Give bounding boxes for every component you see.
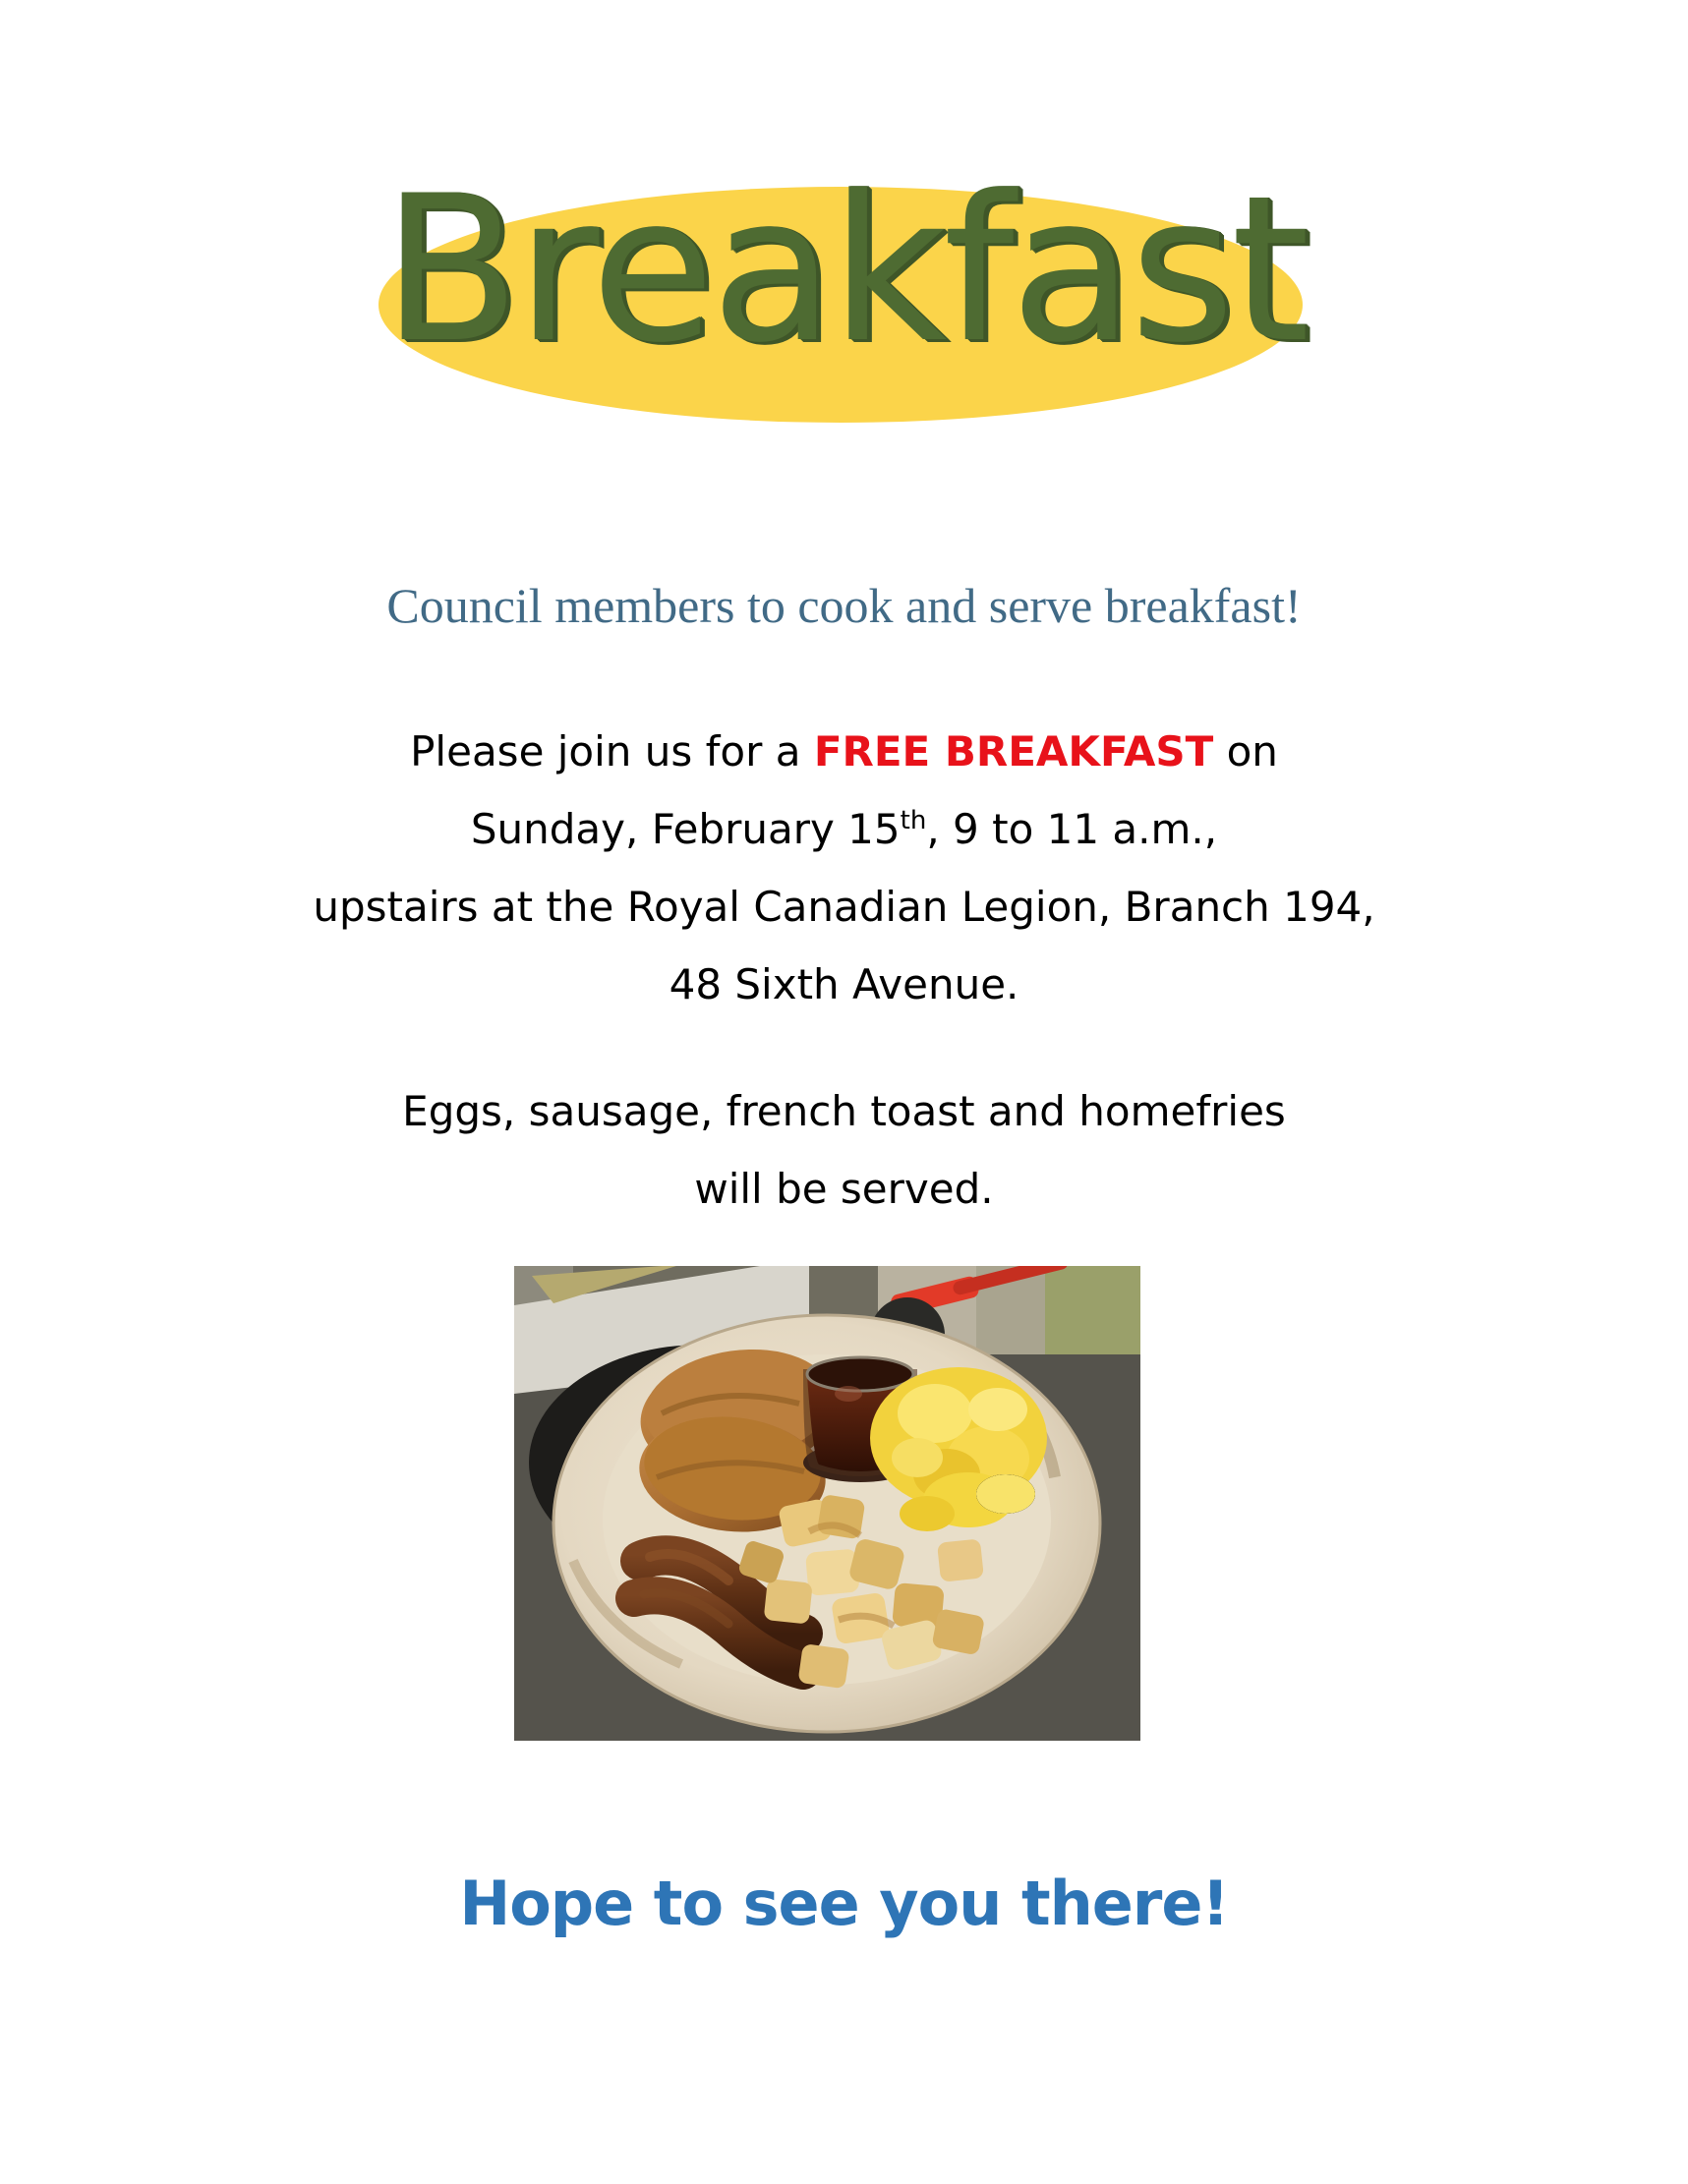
body-line-2 bbox=[0, 790, 1688, 868]
breakfast-plate-photo bbox=[514, 1266, 1140, 1741]
body-line-4: 48 Sixth Avenue. bbox=[669, 960, 1019, 1008]
date-ordinal-suffix: th bbox=[900, 806, 927, 835]
body-line-1-suffix: on bbox=[1213, 727, 1278, 776]
closing-line: Hope to see you there! bbox=[459, 1868, 1229, 1939]
body-text bbox=[0, 713, 1688, 1228]
body-line-1 bbox=[0, 713, 1688, 790]
body-line-5: Eggs, sausage, french toast and homefries bbox=[402, 1087, 1286, 1135]
body-line-6: will be served. bbox=[694, 1165, 994, 1213]
body-spacer bbox=[0, 1023, 1688, 1072]
title-banner bbox=[0, 147, 1688, 472]
body-line-3: upstairs at the Royal Canadian Legion, Branch 194, bbox=[313, 883, 1375, 931]
body-line-2-suffix: , 9 to 11 a.m., bbox=[926, 805, 1218, 853]
body-line-1-prefix: Please join us for a bbox=[410, 727, 814, 776]
free-breakfast-highlight: FREE BREAKFAST bbox=[813, 727, 1214, 776]
body-line-2-prefix: Sunday, February 15 bbox=[470, 805, 901, 853]
page-title: Breakfast bbox=[381, 153, 1307, 387]
subtitle: Council members to cook and serve breakfast! bbox=[386, 578, 1302, 633]
breakfast-plate-illustration bbox=[514, 1266, 1140, 1741]
